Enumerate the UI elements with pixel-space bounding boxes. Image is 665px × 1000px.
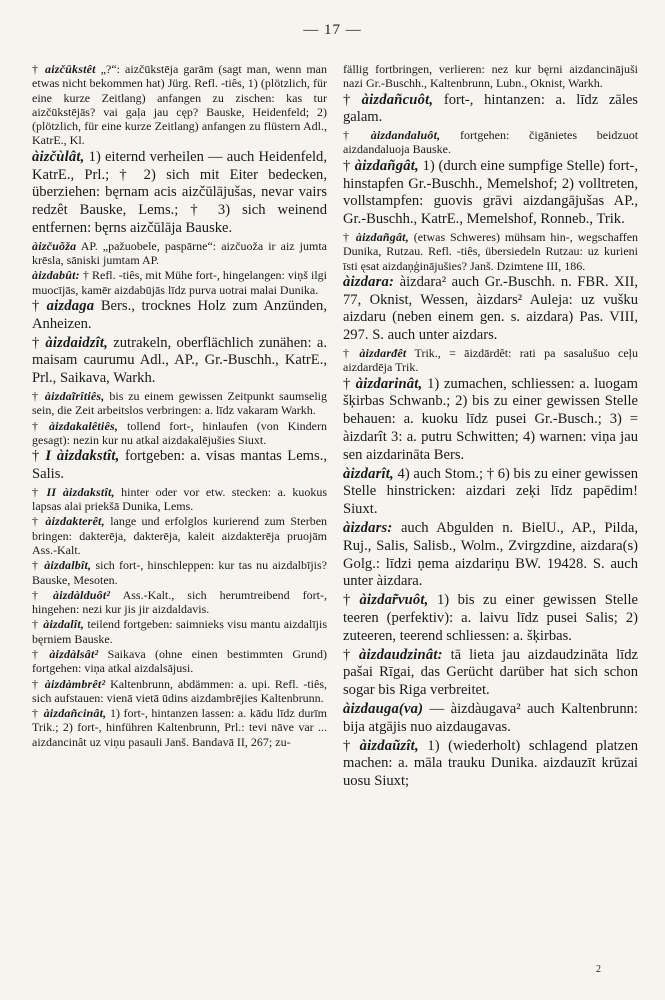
headword: àizdàlsât² [49, 646, 99, 661]
dictionary-entry [343, 158, 638, 229]
headword: àizdalbît, [44, 558, 92, 573]
signature-mark: 2 [596, 964, 601, 975]
headword: àizdarît, [343, 465, 394, 482]
dagger-marker: † [32, 587, 38, 602]
dictionary-entry [32, 647, 327, 676]
dagger-marker: † [32, 558, 38, 573]
entry-text: bis zu einem gewissen Zeitpunkt saumselig sein, die Zeit arbeitslos verbringen: a. līdz vakaram Warkh. [32, 388, 328, 418]
dictionary-entry [343, 128, 638, 157]
headword: àizdalît, [43, 617, 85, 632]
dictionary-entry [32, 677, 327, 706]
dagger-marker: † [32, 676, 38, 691]
dictionary-entry [32, 149, 327, 238]
dictionary-entry [32, 514, 327, 557]
dagger-marker: † [32, 514, 38, 529]
headword: aizčūkstêt [45, 62, 96, 76]
dagger-marker: † [343, 646, 351, 663]
headword: àizdañgât, [354, 157, 419, 174]
dagger-marker: † [343, 157, 351, 174]
headword: àizdaĩrîtiês, [44, 388, 105, 403]
entry-text: Saikava (ohne einen bestimmten Grund) fortgehen: viņa atkal aizdalsājusi. [32, 646, 328, 676]
entry-text: 4) auch Stom.; † 6) bis zu einer gewissen Stelle hinstricken: aizdari zeķi līdz papēdim! Siuxt. [343, 465, 639, 518]
dagger-marker: † [32, 388, 38, 403]
dictionary-entry [32, 617, 327, 646]
right-column [343, 62, 638, 792]
headword: àizdars: [343, 520, 393, 537]
entry-text: † Refl. -tiês, mit Mühe fort-, hingelangen: viņš ilgi muocījās, kamēr aizdabūjās līdz purva uotrai malai Dunika. [32, 268, 327, 297]
dagger-marker: † [32, 334, 40, 351]
entry-text: 1) eiternd verheilen — auch Heidenfeld, KatrE., Prl.; † 2) sich mit Eiter bedecken, überziehen: bęrnam acis aizčūlājušas, nevar vairs redzêt Bauske, Lems.; † 3) sich weinend entfernen: bęrns aizčūlāja Bauske. [32, 148, 327, 236]
dictionary-entry [32, 558, 327, 587]
dictionary-entry [343, 62, 638, 91]
headword: àizdàlduôt² [53, 587, 111, 602]
dictionary-entry [343, 376, 638, 465]
headword: àizdakalêtiês, [48, 418, 119, 433]
headword: II àizdakstît, [46, 484, 115, 499]
entry-text: fortgehen: čigānietes beidzuot aizdandaluoja Bauske. [343, 128, 639, 157]
dagger-marker: † [32, 617, 38, 632]
entry-text: AP. „pažuobele, paspārne“: aizčuoža ir aiz jumta krēsla, sāniski jumtam AP. [32, 238, 328, 268]
dagger-marker: † [343, 91, 351, 108]
dictionary-entry [32, 588, 327, 617]
headword: àizdabût: [32, 268, 80, 283]
headword: I àizdakstît, [45, 448, 120, 465]
headword: àizdara: [343, 273, 395, 290]
dagger-marker: † [32, 62, 38, 76]
headword: àizdauga(va) [343, 700, 424, 717]
entry-text: fortgeben: a. visas mantas Lems., Salis. [32, 448, 327, 482]
entry-text: tollend fort-, hinlaufen (von Kindern gesagt): nezin kur nu atkal aizdakalējušies Siuxt. [32, 418, 328, 447]
dagger-marker: † [343, 375, 351, 392]
entry-text: lange und erfolglos kurierend zum Sterben bringen: dakterēja, dakterēja, kaleit aizdakterēja pruojām Ass.-Kalt. [32, 514, 328, 557]
entry-text: 1) zumachen, schliessen: a. luogam šķirbas Schwanb.; 2) bis zu einer gewissen Stelle behauen: a. kuoku līdz pusei Gr.-Busch.; 3) = àizdarît 3: a. putru Schwitten; 4) warnen: viņa jau sen aizdarināta Bers. [343, 375, 638, 463]
headword: àizdañgât, [355, 229, 409, 244]
entry-text: 1) (durch eine sumpfige Stelle) fort-, hinstapfen Gr.-Buschh., Memelshof; 2) volltreten, vollstampfen: guovis grāvi aizdangājušas AP., Gr.-Buschh., KatrE., Memelshof, Ronneb., Trik. [343, 157, 639, 228]
dictionary-entry [343, 520, 638, 591]
headword: àizčùlât, [32, 148, 85, 165]
left-column [32, 62, 327, 750]
dictionary-entry [343, 230, 638, 273]
dictionary-entry [32, 239, 327, 268]
headword: àizdañcinât, [43, 706, 107, 721]
dictionary-entry [32, 335, 327, 388]
dagger-marker: † [343, 346, 349, 361]
entry-text: Trik., = āizdārdêt: rati pa sasalušuo ceļu aizdardēja Trik. [343, 346, 638, 375]
entry-text: auch Abgulden n. BielU., AP., Pilda, Ruj., Salis, Salisb., Wolm., Zvirgzdine, aizdara(s) Golg.: līdzi ņema aizdariņu BW. 19428. S. auch unter àizdara. [343, 520, 638, 590]
entry-text: àizdara² auch Gr.-Buschh. n. FBR. XII, 77, Oknist, Wessen, àizdars² Auleja: uz vušku aizdaru (neben einem gen. s. aizdara) Pas. VIII, 297. S. auch unter aizdars. [343, 273, 638, 344]
dictionary-entry [32, 419, 327, 448]
dictionary-entry [32, 706, 327, 749]
entry-text: Bers., trocknes Holz zum Anzünden, Anheizen. [32, 297, 327, 332]
page-number: — 17 — [303, 22, 362, 38]
headword: àizdaidzît, [45, 334, 108, 351]
entry-text: sich fort-, hinschleppen: kur tas nu aizdalbījis? Bauske, Mesoten. [32, 558, 328, 587]
headword: àizdaũzît, [359, 737, 419, 754]
entry-text: hinter oder vor etw. stecken: a. kuokus lapsas alai priekšā Dunika, Lems. [32, 484, 328, 514]
dagger-marker: † [32, 297, 40, 314]
entry-text: zutrakeln, oberflächlich zunähen: a. maisam caurumu Adl., AP., Gr.-Buschh., KatrE., Prl., Saikava, Warkh. [32, 334, 327, 387]
dagger-marker: † [343, 128, 349, 143]
dagger-marker: † [343, 737, 351, 754]
dagger-marker: † [343, 592, 351, 609]
dictionary-entry [32, 268, 327, 297]
dictionary-entry [32, 298, 327, 334]
dagger-marker: † [32, 646, 38, 661]
entry-text: Kaltenbrunn, abdämmen: a. upi. Refl. -tiês, sich aufstauen: vienā vietā ūdins aizdambrējies Kaltenbrunn. [32, 676, 327, 705]
entry-text: Ass.-Kalt., sich herumtreibend fort-, hingehen: nezi kur jis jir aizdaldavis. [32, 587, 328, 617]
entry-text: „?“: aizčūkstēja garām (sagt man, wenn man etwas nicht bekommen hat) Jürg. Refl. -tiês, 1) (plötzlich, für eine kurze Zeitlang) anfangen zu zischen: kas tur aizčūkstējās? vai gaļa jau cęp? Bauske, Heidenfeld; 2) (plötzlich, für eine kurze Zeitlang) anfangen zu flüstern Adl., KatrE., Kl. [32, 62, 327, 148]
entry-text: fort-, hintanzen: a. līdz zāles galam. [343, 91, 638, 126]
dagger-marker: † [32, 448, 40, 465]
dictionary-entry [343, 92, 638, 128]
dictionary-entry [32, 448, 327, 484]
dictionary-entry [343, 738, 638, 791]
entry-text: fällig fortbringen, verlieren: nez kur bęrni aizdancinājuši nazi Gr.-Buschh., Kaltenbrunn, Lubn., Oknist, Warkh. [343, 62, 638, 91]
headword: aizdaga [46, 297, 95, 314]
dictionary-entry [343, 346, 638, 375]
headword: àizdakterêt, [45, 514, 105, 529]
dagger-marker: † [32, 418, 38, 433]
headword: àizdar̃vuôt, [359, 592, 429, 609]
dagger-marker: † [32, 706, 38, 721]
headword: àizdarinât, [355, 375, 423, 392]
entry-text: 1) fort-, hintanzen lassen: a. kādu līdz durīm Trik.; 2) fort-, hinführen Kaltenbrunn, Prl.: tevi nāve var ... aizdancinât uz viņu pasauli Janš. Bandavā II, 267; zu- [32, 706, 328, 749]
entry-text: 1) (wiederholt) schlagend platzen machen: a. māla trauku Dunika. aizdauzīt krūzai uosu Siuxt; [343, 737, 638, 790]
dictionary-entry [343, 647, 638, 700]
entry-text: 1) bis zu einer gewissen Stelle teeren (perfektiv): a. laivu līdz pusei Salis; 2) zuteeren, teerend schliessen: a. šķirbas. [343, 592, 638, 644]
headword: àizdaudzinât: [358, 646, 443, 663]
dictionary-entry [343, 592, 638, 645]
entry-text: — àizdàugava² auch Kaltenbrunn: bija atgājis nuo aizdaugavas. [343, 700, 638, 735]
dictionary-entry [32, 389, 327, 418]
dagger-marker: † [343, 229, 349, 244]
headword: àizdarđêt [359, 346, 407, 361]
dagger-marker: † [32, 484, 38, 499]
entry-text: (etwas Schweres) mühsam hin-, wegschaffen Dunika, Rutzau. Refl. -tiês, übersiedeln Rutzau: uz kurieni īsti ęsat aizdaņģinājušies? Janš. Dzimtene III, 186. [343, 229, 639, 273]
headword: àizčuõža [32, 238, 77, 253]
headword: àizdandaluôt, [370, 128, 441, 143]
dictionary-entry [343, 274, 638, 345]
entry-text: teilend fortgeben: saimnieks visu mantu aizdalījis bęrniem Bauske. [32, 617, 328, 646]
headword: àizdàmbrêt² [44, 676, 106, 691]
dictionary-entry [343, 701, 638, 737]
entry-text: tā lieta jau aizdaudzināta līdz pašai Rīgai, das Gerücht darüber hat sich schon sogar bis Riga verbreitet. [343, 646, 638, 699]
dictionary-entry [343, 466, 638, 519]
headword: àizdañcuôt, [361, 91, 434, 108]
dictionary-entry [32, 485, 327, 514]
dictionary-entry [32, 62, 327, 148]
